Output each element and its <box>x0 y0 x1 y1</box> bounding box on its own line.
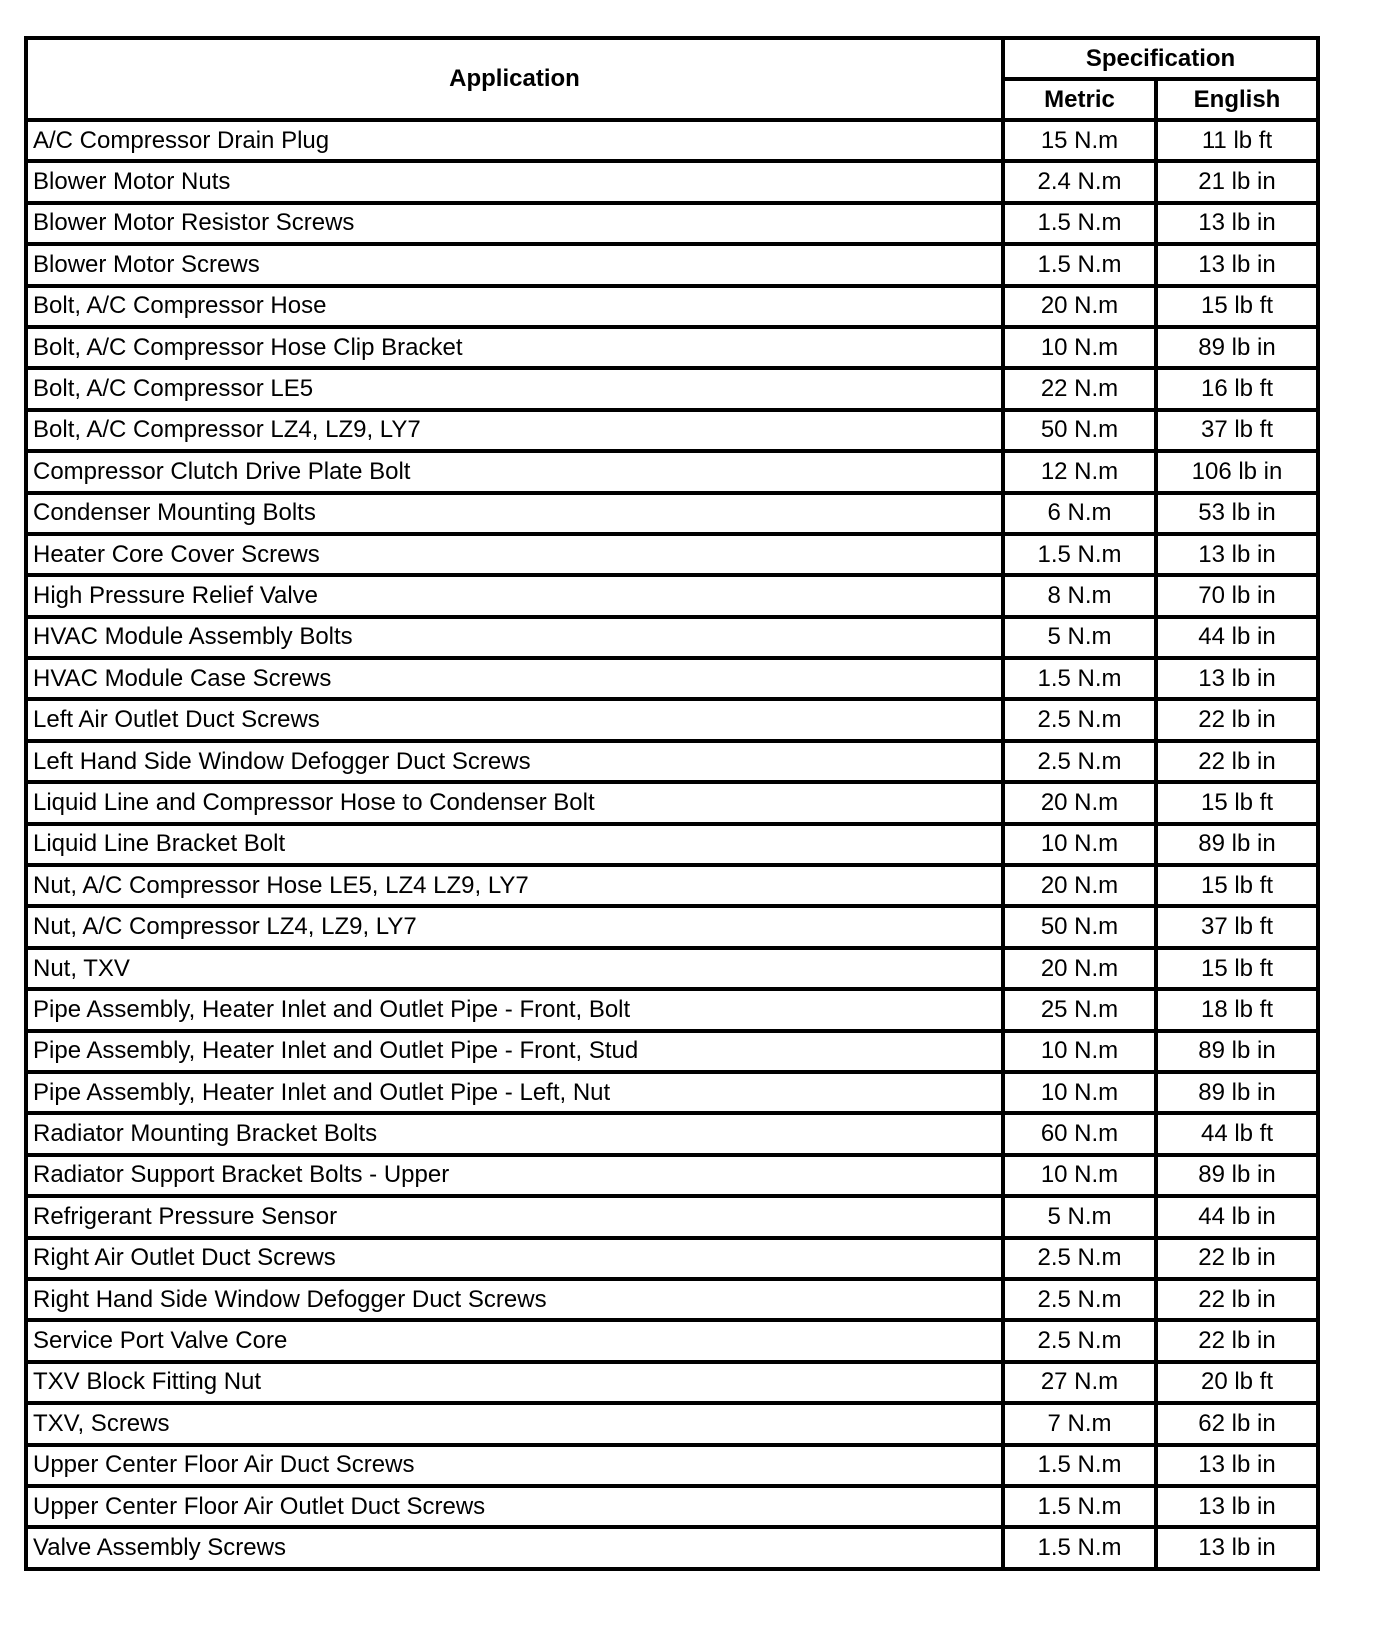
english-value-cell: 20 lb ft <box>1156 1362 1318 1403</box>
metric-value-cell: 1.5 N.m <box>1003 658 1156 699</box>
table-row <box>26 120 1318 161</box>
table-row <box>26 1320 1318 1361</box>
metric-value-cell: 1.5 N.m <box>1003 1486 1156 1527</box>
application-cell: Right Air Outlet Duct Screws <box>26 1238 1003 1279</box>
english-value-cell: 22 lb in <box>1156 1320 1318 1361</box>
metric-value-cell: 1.5 N.m <box>1003 1527 1156 1568</box>
application-cell: Pipe Assembly, Heater Inlet and Outlet Pipe - Front, Stud <box>26 1031 1003 1072</box>
english-value-cell: 44 lb ft <box>1156 1113 1318 1154</box>
application-cell: Bolt, A/C Compressor Hose <box>26 286 1003 327</box>
application-cell: Nut, TXV <box>26 948 1003 989</box>
english-value-cell: 13 lb in <box>1156 244 1318 285</box>
table-row <box>26 1113 1318 1154</box>
application-cell: Valve Assembly Screws <box>26 1527 1003 1568</box>
english-value-cell: 11 lb ft <box>1156 120 1318 161</box>
table-row <box>26 948 1318 989</box>
application-column-header: Application <box>26 38 1003 120</box>
metric-value-cell: 2.5 N.m <box>1003 1320 1156 1361</box>
table-row <box>26 1155 1318 1196</box>
metric-value-cell: 10 N.m <box>1003 1031 1156 1072</box>
application-cell: A/C Compressor Drain Plug <box>26 120 1003 161</box>
application-cell: Pipe Assembly, Heater Inlet and Outlet Pipe - Left, Nut <box>26 1072 1003 1113</box>
english-value-cell: 15 lb ft <box>1156 782 1318 823</box>
english-value-cell: 89 lb in <box>1156 327 1318 368</box>
english-value-cell: 89 lb in <box>1156 1031 1318 1072</box>
english-value-cell: 13 lb in <box>1156 1486 1318 1527</box>
metric-value-cell: 50 N.m <box>1003 410 1156 451</box>
english-value-cell: 89 lb in <box>1156 1155 1318 1196</box>
application-cell: TXV Block Fitting Nut <box>26 1362 1003 1403</box>
metric-value-cell: 20 N.m <box>1003 782 1156 823</box>
application-cell: Upper Center Floor Air Outlet Duct Screws <box>26 1486 1003 1527</box>
application-cell: Upper Center Floor Air Duct Screws <box>26 1445 1003 1486</box>
english-value-cell: 53 lb in <box>1156 493 1318 534</box>
table-row <box>26 1279 1318 1320</box>
application-cell: Blower Motor Screws <box>26 244 1003 285</box>
table-row <box>26 1196 1318 1237</box>
table-row <box>26 1486 1318 1527</box>
english-value-cell: 37 lb ft <box>1156 410 1318 451</box>
metric-value-cell: 22 N.m <box>1003 368 1156 409</box>
table-row <box>26 451 1318 492</box>
metric-value-cell: 2.5 N.m <box>1003 1279 1156 1320</box>
table-row <box>26 1403 1318 1444</box>
metric-value-cell: 5 N.m <box>1003 617 1156 658</box>
metric-value-cell: 50 N.m <box>1003 906 1156 947</box>
english-value-cell: 37 lb ft <box>1156 906 1318 947</box>
english-value-cell: 89 lb in <box>1156 1072 1318 1113</box>
application-cell: HVAC Module Assembly Bolts <box>26 617 1003 658</box>
application-cell: Nut, A/C Compressor LZ4, LZ9, LY7 <box>26 906 1003 947</box>
table-row <box>26 575 1318 616</box>
application-cell: Refrigerant Pressure Sensor <box>26 1196 1003 1237</box>
specification-column-header: Specification <box>1003 38 1318 79</box>
metric-value-cell: 20 N.m <box>1003 865 1156 906</box>
metric-value-cell: 60 N.m <box>1003 1113 1156 1154</box>
english-value-cell: 44 lb in <box>1156 1196 1318 1237</box>
table-row <box>26 1238 1318 1279</box>
english-value-cell: 15 lb ft <box>1156 286 1318 327</box>
metric-value-cell: 10 N.m <box>1003 1072 1156 1113</box>
application-cell: Right Hand Side Window Defogger Duct Screws <box>26 1279 1003 1320</box>
english-column-header: English <box>1156 79 1318 120</box>
application-cell: Radiator Mounting Bracket Bolts <box>26 1113 1003 1154</box>
table-row <box>26 824 1318 865</box>
metric-value-cell: 25 N.m <box>1003 989 1156 1030</box>
english-value-cell: 70 lb in <box>1156 575 1318 616</box>
english-value-cell: 13 lb in <box>1156 534 1318 575</box>
application-cell: HVAC Module Case Screws <box>26 658 1003 699</box>
application-cell: Pipe Assembly, Heater Inlet and Outlet Pipe - Front, Bolt <box>26 989 1003 1030</box>
metric-value-cell: 12 N.m <box>1003 451 1156 492</box>
table-row <box>26 410 1318 451</box>
table-row <box>26 1445 1318 1486</box>
table-row <box>26 699 1318 740</box>
metric-value-cell: 1.5 N.m <box>1003 534 1156 575</box>
metric-value-cell: 27 N.m <box>1003 1362 1156 1403</box>
table-row <box>26 286 1318 327</box>
table-row <box>26 782 1318 823</box>
table-row <box>26 493 1318 534</box>
table-row <box>26 244 1318 285</box>
application-cell: Bolt, A/C Compressor LE5 <box>26 368 1003 409</box>
english-value-cell: 22 lb in <box>1156 1238 1318 1279</box>
metric-value-cell: 2.5 N.m <box>1003 699 1156 740</box>
english-value-cell: 13 lb in <box>1156 203 1318 244</box>
metric-value-cell: 10 N.m <box>1003 1155 1156 1196</box>
metric-value-cell: 6 N.m <box>1003 493 1156 534</box>
table-header <box>26 38 1318 120</box>
metric-value-cell: 10 N.m <box>1003 327 1156 368</box>
metric-value-cell: 20 N.m <box>1003 286 1156 327</box>
table-row <box>26 368 1318 409</box>
metric-value-cell: 2.5 N.m <box>1003 1238 1156 1279</box>
application-cell: Nut, A/C Compressor Hose LE5, LZ4 LZ9, LY7 <box>26 865 1003 906</box>
table-row <box>26 658 1318 699</box>
application-cell: Left Hand Side Window Defogger Duct Screws <box>26 741 1003 782</box>
application-cell: Blower Motor Nuts <box>26 161 1003 202</box>
metric-value-cell: 20 N.m <box>1003 948 1156 989</box>
english-value-cell: 16 lb ft <box>1156 368 1318 409</box>
metric-value-cell: 15 N.m <box>1003 120 1156 161</box>
table-row <box>26 617 1318 658</box>
metric-value-cell: 1.5 N.m <box>1003 203 1156 244</box>
metric-value-cell: 1.5 N.m <box>1003 244 1156 285</box>
english-value-cell: 22 lb in <box>1156 741 1318 782</box>
application-cell: Liquid Line and Compressor Hose to Condenser Bolt <box>26 782 1003 823</box>
application-cell: Blower Motor Resistor Screws <box>26 203 1003 244</box>
application-cell: Bolt, A/C Compressor Hose Clip Bracket <box>26 327 1003 368</box>
application-cell: Radiator Support Bracket Bolts - Upper <box>26 1155 1003 1196</box>
table-row <box>26 534 1318 575</box>
metric-column-header: Metric <box>1003 79 1156 120</box>
metric-value-cell: 5 N.m <box>1003 1196 1156 1237</box>
metric-value-cell: 10 N.m <box>1003 824 1156 865</box>
fastener-specification-table <box>24 36 1320 1571</box>
english-value-cell: 18 lb ft <box>1156 989 1318 1030</box>
table-row <box>26 1072 1318 1113</box>
table-row <box>26 906 1318 947</box>
english-value-cell: 15 lb ft <box>1156 865 1318 906</box>
table-row <box>26 1031 1318 1072</box>
application-cell: Service Port Valve Core <box>26 1320 1003 1361</box>
application-cell: Heater Core Cover Screws <box>26 534 1003 575</box>
english-value-cell: 22 lb in <box>1156 699 1318 740</box>
application-cell: High Pressure Relief Valve <box>26 575 1003 616</box>
table-body <box>26 120 1318 1569</box>
english-value-cell: 13 lb in <box>1156 1445 1318 1486</box>
application-cell: Bolt, A/C Compressor LZ4, LZ9, LY7 <box>26 410 1003 451</box>
metric-value-cell: 8 N.m <box>1003 575 1156 616</box>
application-cell: Left Air Outlet Duct Screws <box>26 699 1003 740</box>
english-value-cell: 89 lb in <box>1156 824 1318 865</box>
metric-value-cell: 2.5 N.m <box>1003 741 1156 782</box>
english-value-cell: 13 lb in <box>1156 1527 1318 1568</box>
application-cell: Condenser Mounting Bolts <box>26 493 1003 534</box>
metric-value-cell: 1.5 N.m <box>1003 1445 1156 1486</box>
english-value-cell: 21 lb in <box>1156 161 1318 202</box>
application-cell: Liquid Line Bracket Bolt <box>26 824 1003 865</box>
english-value-cell: 22 lb in <box>1156 1279 1318 1320</box>
english-value-cell: 106 lb in <box>1156 451 1318 492</box>
english-value-cell: 44 lb in <box>1156 617 1318 658</box>
table-row <box>26 1527 1318 1568</box>
table-row <box>26 1362 1318 1403</box>
table-row <box>26 989 1318 1030</box>
english-value-cell: 15 lb ft <box>1156 948 1318 989</box>
table-row <box>26 203 1318 244</box>
table-row <box>26 741 1318 782</box>
english-value-cell: 62 lb in <box>1156 1403 1318 1444</box>
table-row <box>26 865 1318 906</box>
table-row <box>26 161 1318 202</box>
application-cell: TXV, Screws <box>26 1403 1003 1444</box>
metric-value-cell: 2.4 N.m <box>1003 161 1156 202</box>
metric-value-cell: 7 N.m <box>1003 1403 1156 1444</box>
english-value-cell: 13 lb in <box>1156 658 1318 699</box>
table-row <box>26 327 1318 368</box>
application-cell: Compressor Clutch Drive Plate Bolt <box>26 451 1003 492</box>
